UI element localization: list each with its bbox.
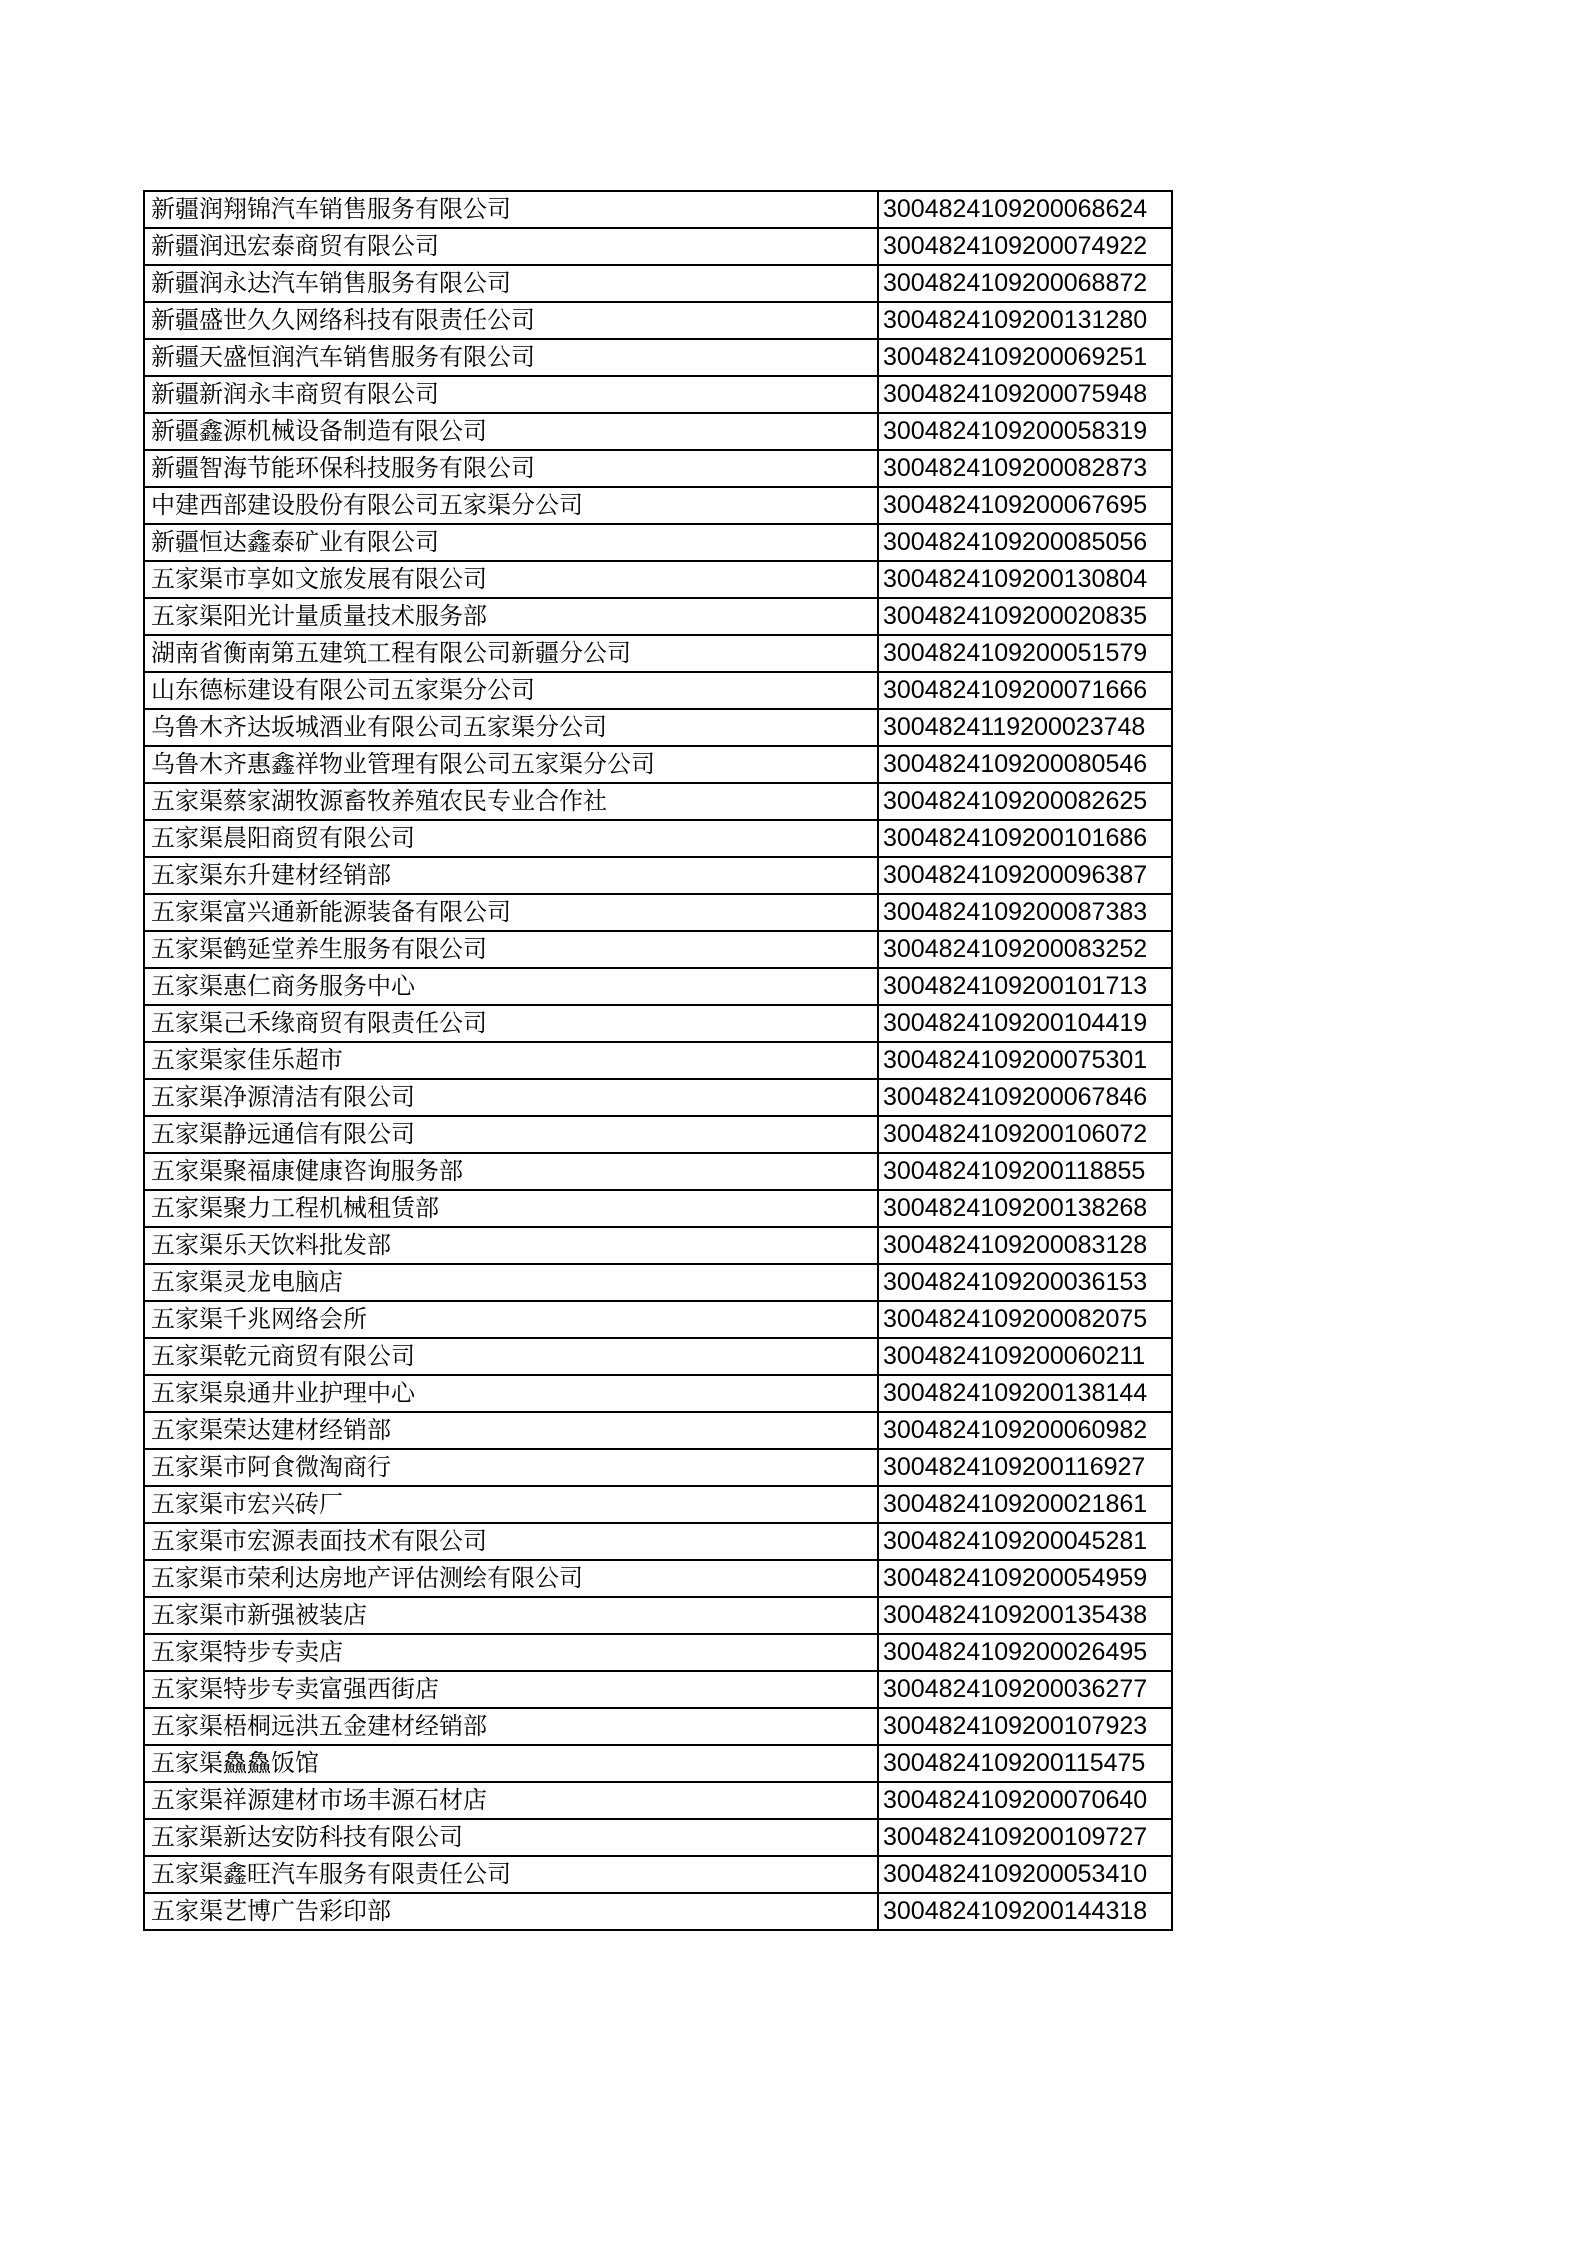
code-cell: 3004824109200101713: [878, 968, 1172, 1005]
table-row: [144, 783, 1172, 820]
table-row: [144, 1819, 1172, 1856]
table-row: [144, 1449, 1172, 1486]
company-name-cell: 新疆恒达鑫泰矿业有限公司: [144, 524, 878, 561]
code-cell: 3004824109200021861: [878, 1486, 1172, 1523]
table-row: [144, 1745, 1172, 1782]
table-row: [144, 746, 1172, 783]
company-name-cell: 五家渠市宏源表面技术有限公司: [144, 1523, 878, 1560]
code-cell: 3004824109200070640: [878, 1782, 1172, 1819]
company-name-cell: 新疆润永达汽车销售服务有限公司: [144, 265, 878, 302]
company-name-cell: 五家渠新达安防科技有限公司: [144, 1819, 878, 1856]
table-row: [144, 1190, 1172, 1227]
code-cell: 3004824109200074922: [878, 228, 1172, 265]
table-row: [144, 1227, 1172, 1264]
company-name-cell: 新疆新润永丰商贸有限公司: [144, 376, 878, 413]
table-row: [144, 709, 1172, 746]
code-cell: 3004824109200036277: [878, 1671, 1172, 1708]
company-name-cell: 五家渠艺博广告彩印部: [144, 1893, 878, 1930]
table-row: [144, 450, 1172, 487]
company-name-cell: 五家渠静远通信有限公司: [144, 1116, 878, 1153]
company-name-cell: 五家渠特步专卖店: [144, 1634, 878, 1671]
company-name-cell: 五家渠净源清洁有限公司: [144, 1079, 878, 1116]
table-row: [144, 1523, 1172, 1560]
company-name-cell: 五家渠梧桐远洪五金建材经销部: [144, 1708, 878, 1745]
code-cell: 3004824109200109727: [878, 1819, 1172, 1856]
table-row: [144, 635, 1172, 672]
company-name-cell: 中建西部建设股份有限公司五家渠分公司: [144, 487, 878, 524]
table-row: [144, 1560, 1172, 1597]
company-name-cell: 五家渠荣达建材经销部: [144, 1412, 878, 1449]
table-row: [144, 302, 1172, 339]
company-name-cell: 新疆盛世久久网络科技有限责任公司: [144, 302, 878, 339]
company-name-cell: 五家渠惠仁商务服务中心: [144, 968, 878, 1005]
code-cell: 3004824109200135438: [878, 1597, 1172, 1634]
table-row: [144, 1486, 1172, 1523]
company-name-cell: 五家渠聚力工程机械租赁部: [144, 1190, 878, 1227]
company-name-cell: 五家渠己禾缘商贸有限责任公司: [144, 1005, 878, 1042]
code-cell: 3004824109200144318: [878, 1893, 1172, 1930]
code-cell: 3004824109200082625: [878, 783, 1172, 820]
code-cell: 3004824109200068872: [878, 265, 1172, 302]
company-name-cell: 五家渠聚福康健康咨询服务部: [144, 1153, 878, 1190]
company-name-cell: 五家渠鹤延堂养生服务有限公司: [144, 931, 878, 968]
company-name-cell: 五家渠市新强被装店: [144, 1597, 878, 1634]
table-row: [144, 1893, 1172, 1930]
company-name-cell: 乌鲁木齐达坂城酒业有限公司五家渠分公司: [144, 709, 878, 746]
company-name-cell: 五家渠蔡家湖牧源畜牧养殖农民专业合作社: [144, 783, 878, 820]
code-cell: 3004824109200080546: [878, 746, 1172, 783]
company-name-cell: 五家渠东升建材经销部: [144, 857, 878, 894]
company-name-cell: 山东德标建设有限公司五家渠分公司: [144, 672, 878, 709]
table-row: [144, 1671, 1172, 1708]
table-row: [144, 1264, 1172, 1301]
table-row: [144, 1782, 1172, 1819]
company-name-cell: 新疆鑫源机械设备制造有限公司: [144, 413, 878, 450]
table-row: [144, 339, 1172, 376]
table-row: [144, 1338, 1172, 1375]
code-cell: 3004824109200075301: [878, 1042, 1172, 1079]
table-row: [144, 1042, 1172, 1079]
table-row: [144, 1634, 1172, 1671]
table-row: [144, 561, 1172, 598]
code-cell: 3004824109200054959: [878, 1560, 1172, 1597]
code-cell: 3004824109200068624: [878, 191, 1172, 228]
company-name-cell: 湖南省衡南第五建筑工程有限公司新疆分公司: [144, 635, 878, 672]
table-row: [144, 265, 1172, 302]
code-cell: 3004824109200075948: [878, 376, 1172, 413]
code-cell: 3004824109200130804: [878, 561, 1172, 598]
company-name-cell: 五家渠富兴通新能源装备有限公司: [144, 894, 878, 931]
company-name-cell: 五家渠阳光计量质量技术服务部: [144, 598, 878, 635]
table-body: [144, 191, 1172, 1930]
table-row: [144, 1375, 1172, 1412]
company-name-cell: 五家渠晨阳商贸有限公司: [144, 820, 878, 857]
company-name-cell: 新疆润翔锦汽车销售服务有限公司: [144, 191, 878, 228]
table-row: [144, 1412, 1172, 1449]
table-row: [144, 191, 1172, 228]
code-cell: 3004824109200069251: [878, 339, 1172, 376]
code-cell: 3004824109200101686: [878, 820, 1172, 857]
company-name-cell: 五家渠家佳乐超市: [144, 1042, 878, 1079]
table-row: [144, 598, 1172, 635]
code-cell: 3004824109200067846: [878, 1079, 1172, 1116]
code-cell: 3004824109200051579: [878, 635, 1172, 672]
code-cell: 3004824109200087383: [878, 894, 1172, 931]
code-cell: 3004824119200023748: [878, 709, 1172, 746]
code-cell: 3004824109200083252: [878, 931, 1172, 968]
table-row: [144, 376, 1172, 413]
code-cell: 3004824109200071666: [878, 672, 1172, 709]
table-row: [144, 1116, 1172, 1153]
company-name-cell: 五家渠市享如文旅发展有限公司: [144, 561, 878, 598]
company-name-cell: 五家渠鱻鱻饭馆: [144, 1745, 878, 1782]
company-name-cell: 五家渠泉通井业护理中心: [144, 1375, 878, 1412]
table-row: [144, 820, 1172, 857]
code-cell: 3004824109200026495: [878, 1634, 1172, 1671]
company-name-cell: 五家渠鑫旺汽车服务有限责任公司: [144, 1856, 878, 1893]
code-cell: 3004824109200060211: [878, 1338, 1172, 1375]
code-cell: 3004824109200138144: [878, 1375, 1172, 1412]
table-row: [144, 1301, 1172, 1338]
code-cell: 3004824109200082075: [878, 1301, 1172, 1338]
code-cell: 3004824109200020835: [878, 598, 1172, 635]
code-cell: 3004824109200082873: [878, 450, 1172, 487]
code-cell: 3004824109200060982: [878, 1412, 1172, 1449]
table-row: [144, 1708, 1172, 1745]
table-row: [144, 228, 1172, 265]
company-name-cell: 五家渠市阿食微淘商行: [144, 1449, 878, 1486]
company-name-cell: 新疆天盛恒润汽车销售服务有限公司: [144, 339, 878, 376]
code-cell: 3004824109200036153: [878, 1264, 1172, 1301]
table-row: [144, 487, 1172, 524]
company-name-cell: 五家渠乐天饮料批发部: [144, 1227, 878, 1264]
code-cell: 3004824109200104419: [878, 1005, 1172, 1042]
table-row: [144, 413, 1172, 450]
table-row: [144, 672, 1172, 709]
code-cell: 3004824109200138268: [878, 1190, 1172, 1227]
table-row: [144, 857, 1172, 894]
code-cell: 3004824109200085056: [878, 524, 1172, 561]
table-row: [144, 968, 1172, 1005]
table-row: [144, 1597, 1172, 1634]
table-row: [144, 1153, 1172, 1190]
company-name-cell: 五家渠乾元商贸有限公司: [144, 1338, 878, 1375]
company-name-cell: 五家渠特步专卖富强西街店: [144, 1671, 878, 1708]
table-row: [144, 1856, 1172, 1893]
code-cell: 3004824109200045281: [878, 1523, 1172, 1560]
table-row: [144, 894, 1172, 931]
code-cell: 3004824109200118855: [878, 1153, 1172, 1190]
table-row: [144, 524, 1172, 561]
code-cell: 3004824109200067695: [878, 487, 1172, 524]
code-cell: 3004824109200116927: [878, 1449, 1172, 1486]
company-name-cell: 五家渠千兆网络会所: [144, 1301, 878, 1338]
code-cell: 3004824109200058319: [878, 413, 1172, 450]
company-name-cell: 五家渠祥源建材市场丰源石材店: [144, 1782, 878, 1819]
table-row: [144, 1079, 1172, 1116]
company-name-cell: 五家渠市荣利达房地产评估测绘有限公司: [144, 1560, 878, 1597]
company-name-cell: 五家渠市宏兴砖厂: [144, 1486, 878, 1523]
code-cell: 3004824109200096387: [878, 857, 1172, 894]
code-cell: 3004824109200115475: [878, 1745, 1172, 1782]
code-cell: 3004824109200053410: [878, 1856, 1172, 1893]
company-code-table: [143, 190, 1173, 1931]
code-cell: 3004824109200083128: [878, 1227, 1172, 1264]
code-cell: 3004824109200131280: [878, 302, 1172, 339]
table-row: [144, 931, 1172, 968]
company-name-cell: 乌鲁木齐惠鑫祥物业管理有限公司五家渠分公司: [144, 746, 878, 783]
company-name-cell: 新疆智海节能环保科技服务有限公司: [144, 450, 878, 487]
table-row: [144, 1005, 1172, 1042]
company-name-cell: 新疆润迅宏泰商贸有限公司: [144, 228, 878, 265]
company-name-cell: 五家渠灵龙电脑店: [144, 1264, 878, 1301]
code-cell: 3004824109200106072: [878, 1116, 1172, 1153]
code-cell: 3004824109200107923: [878, 1708, 1172, 1745]
